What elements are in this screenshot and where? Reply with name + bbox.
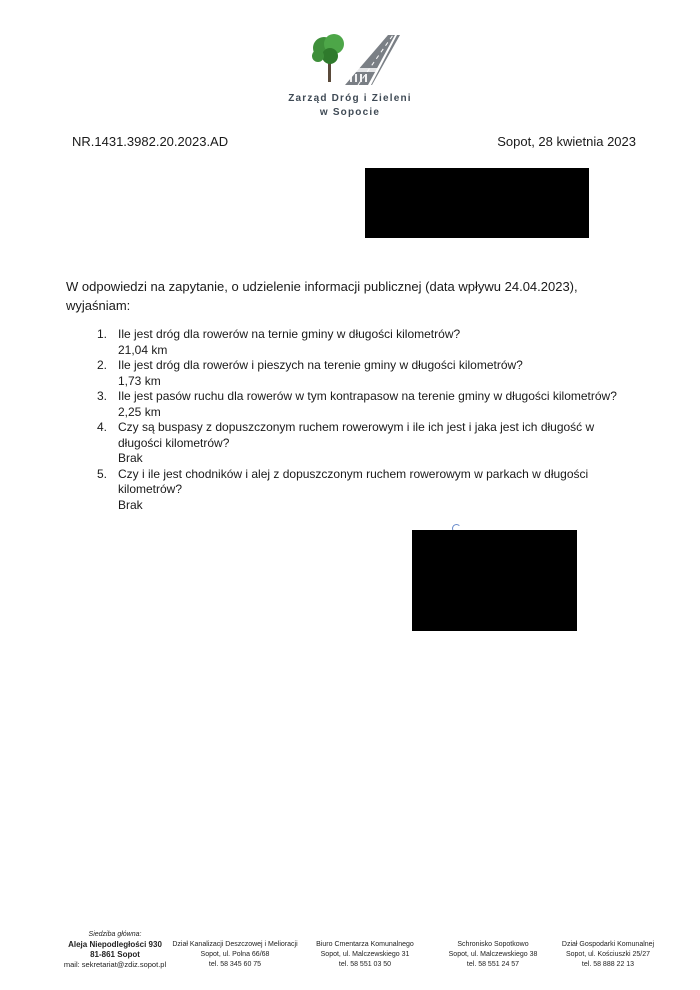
item-number: 2. bbox=[96, 358, 107, 372]
reference-number: NR.1431.3982.20.2023.AD bbox=[72, 134, 229, 149]
footer-unit-address: Sopot, ul. Kościuszki 25/27 bbox=[565, 951, 651, 958]
list-item bbox=[66, 420, 636, 467]
question-list bbox=[66, 327, 636, 513]
footer-unit-phone: tel. 58 551 03 50 bbox=[338, 961, 392, 968]
footer-headquarters bbox=[50, 930, 180, 970]
item-number: 1. bbox=[96, 327, 107, 341]
footer-seat-address2: 81-861 Sopot bbox=[90, 950, 140, 959]
item-answer: Brak bbox=[118, 451, 143, 465]
item-question: Czy są buspasy z dopuszczonym ruchem rowerowym i ile ich jest i jaka jest ich długość w długości kilometrów? bbox=[118, 420, 595, 450]
footer-unit-phone: tel. 58 551 24 57 bbox=[466, 961, 520, 968]
footer-seat-mail: mail: sekretariat@zdiz.sopot.pl bbox=[63, 960, 167, 969]
organization-logo bbox=[300, 30, 410, 90]
page-footer bbox=[0, 930, 700, 980]
footer-unit bbox=[305, 940, 425, 970]
footer-unit-address: Sopot, ul. Malczewskiego 31 bbox=[320, 951, 410, 958]
footer-unit bbox=[438, 940, 548, 970]
item-number: 4. bbox=[96, 420, 107, 434]
list-item bbox=[66, 389, 636, 420]
footer-unit-name: Dział Gospodarki Komunalnej bbox=[561, 941, 655, 948]
footer-seat-address1: Aleja Niepodległości 930 bbox=[68, 940, 162, 949]
footer-unit bbox=[170, 940, 300, 970]
list-item bbox=[66, 467, 636, 514]
organization-name bbox=[250, 92, 450, 120]
organization-name-line1: Zarząd Dróg i Zieleni bbox=[288, 93, 412, 104]
footer-unit-phone: tel. 58 345 60 75 bbox=[208, 961, 262, 968]
item-number: 5. bbox=[96, 466, 107, 481]
list-item bbox=[66, 358, 636, 389]
footer-unit bbox=[548, 940, 668, 970]
item-answer: 2,25 km bbox=[118, 404, 161, 419]
footer-unit-phone: tel. 58 888 22 13 bbox=[581, 961, 635, 968]
item-question: Ile jest dróg dla rowerów na ternie gminy w długości kilometrów? bbox=[118, 327, 461, 341]
item-number: 3. bbox=[96, 389, 107, 403]
intro-line-1: W odpowiedzi na zapytanie, o udzielenie informacji publicznej (data wpływu 24.04.2023), bbox=[66, 279, 578, 294]
item-answer: 21,04 km bbox=[118, 342, 168, 357]
footer-unit-address: Sopot, ul. Polna 66/68 bbox=[200, 951, 270, 958]
document-date: Sopot, 28 kwietnia 2023 bbox=[497, 134, 636, 149]
footer-unit-name: Schronisko Sopotkowo bbox=[457, 941, 529, 948]
redacted-recipient-block bbox=[365, 168, 589, 238]
item-question: Czy i ile jest chodników i alej z dopuszczonym ruchem rowerowym w parkach w długości kilometrów? bbox=[118, 466, 589, 496]
footer-unit-address: Sopot, ul. Malczewskiego 38 bbox=[448, 951, 538, 958]
intro-paragraph bbox=[66, 277, 626, 315]
footer-seat-label: Siedziba główna: bbox=[88, 931, 142, 938]
organization-name-line2: w Sopocie bbox=[319, 107, 381, 118]
footer-unit-name: Biuro Cmentarza Komunalnego bbox=[316, 941, 414, 948]
item-answer: Brak bbox=[118, 497, 143, 512]
intro-line-2: wyjaśniam: bbox=[66, 298, 131, 313]
item-answer: 1,73 km bbox=[118, 373, 161, 388]
redacted-signature-block bbox=[412, 530, 577, 631]
footer-unit-name: Dział Kanalizacji Deszczowej i Melioracji bbox=[172, 941, 298, 948]
tree-graphic bbox=[312, 34, 344, 82]
list-item bbox=[66, 327, 636, 358]
item-question: Ile jest dróg dla rowerów i pieszych na terenie gminy w długości kilometrów? bbox=[118, 358, 523, 372]
item-question: Ile jest pasów ruchu dla rowerów w tym kontrapasow na terenie gminy w długości kilometrów? bbox=[118, 389, 617, 403]
